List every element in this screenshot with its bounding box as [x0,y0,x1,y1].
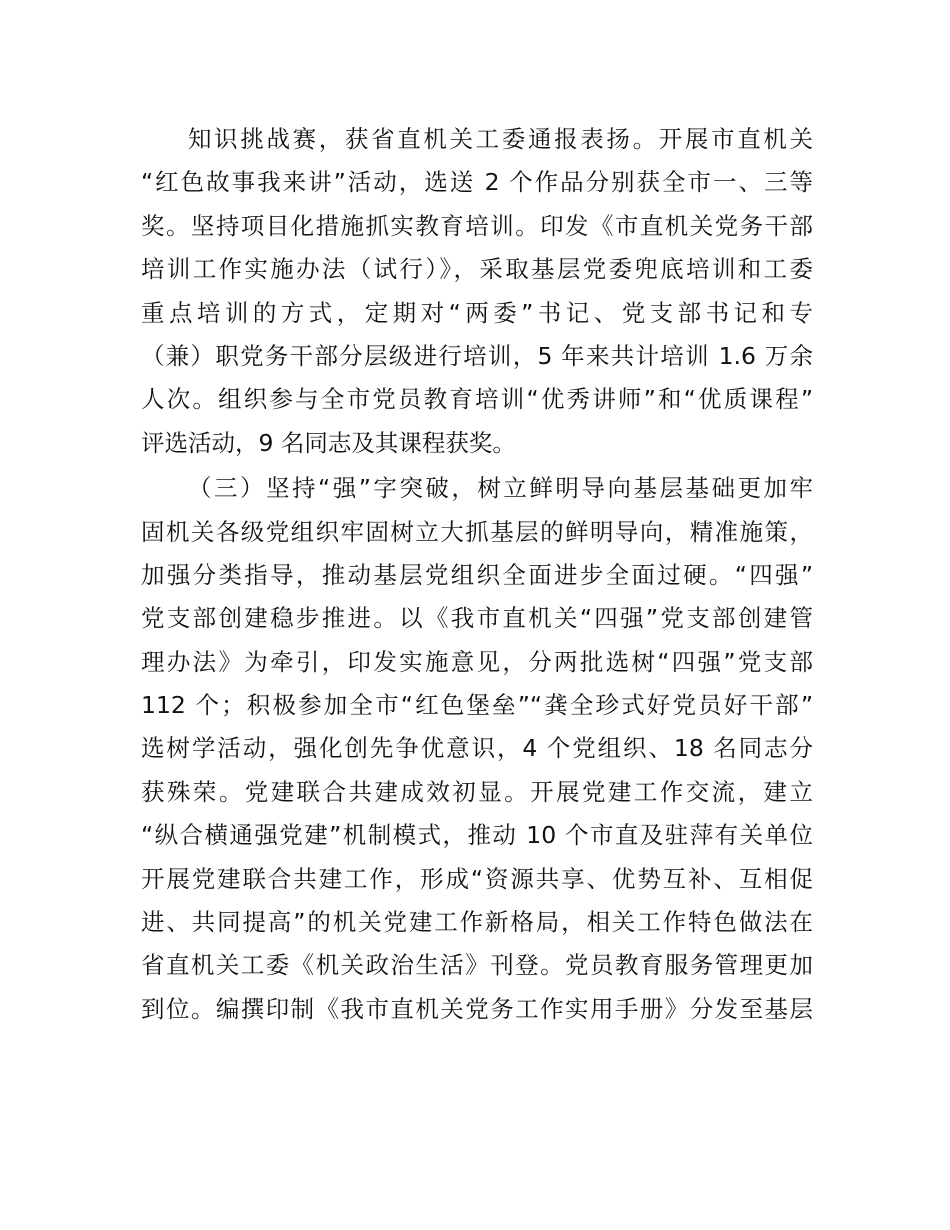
paragraph-1 [141,118,813,465]
text-line: 奖。坚持项目化措施抓实教育培训。印发《市直机关党务干部 [141,211,813,240]
text-line: 重点培训的方式，定期对“两委”书记、党支部书记和专 [141,298,813,327]
text-line: 获殊荣。党建联合共建成效初显。开展党建工作交流，建立 [141,777,813,806]
text-line: 加强分类指导，推动基层党组织全面进步全面过硬。“四强” [141,560,813,589]
text-line: 112 个；积极参加全市“红色堡垒”“龚全珍式好党员好干部” [141,691,813,720]
text-line: “纵合横通强党建”机制模式，推动 10 个市直及驻萍有关单位 [141,821,813,850]
text-line: 固机关各级党组织牢固树立大抓基层的鲜明导向，精准施策， [141,517,813,546]
text-line: （兼）职党务干部分层级进行培训，5 年来共计培训 1.6 万余 [141,341,813,370]
text-line: 省直机关工委《机关政治生活》刊登。党员教育服务管理更加 [141,951,813,980]
paragraph-2 [141,467,813,1031]
text-line: 党支部创建稳步推进。以《我市直机关“四强”党支部创建管 [141,604,813,633]
text-line: “红色故事我来讲”活动，选送 2 个作品分别获全市一、三等 [141,168,813,197]
text-line: 理办法》为牵引，印发实施意见，分两批选树“四强”党支部 [141,647,813,676]
text-line: 进、共同提高”的机关党建工作新格局，相关工作特色做法在 [141,908,813,937]
text-line: 到位。编撰印制《我市直机关党务工作实用手册》分发至基层 [141,994,813,1023]
text-line: 培训工作实施办法（试行）》，采取基层党委兜底培训和工委 [141,255,813,284]
text-line: 开展党建联合共建工作，形成“资源共享、优势互补、互相促 [141,864,813,893]
text-line: （三）坚持“强”字突破，树立鲜明导向基层基础更加牢 [188,474,813,503]
text-line: 评选活动，9 名同志及其课程获奖。 [141,428,516,457]
text-line: 知识挑战赛，获省直机关工委通报表扬。开展市直机关 [188,125,813,153]
document-body [141,118,813,1031]
text-line: 人次。组织参与全市党员教育培训“优秀讲师”和“优质课程” [141,385,813,414]
text-line: 选树学活动，强化创先争优意识，4 个党组织、18 名同志分 [141,734,813,763]
